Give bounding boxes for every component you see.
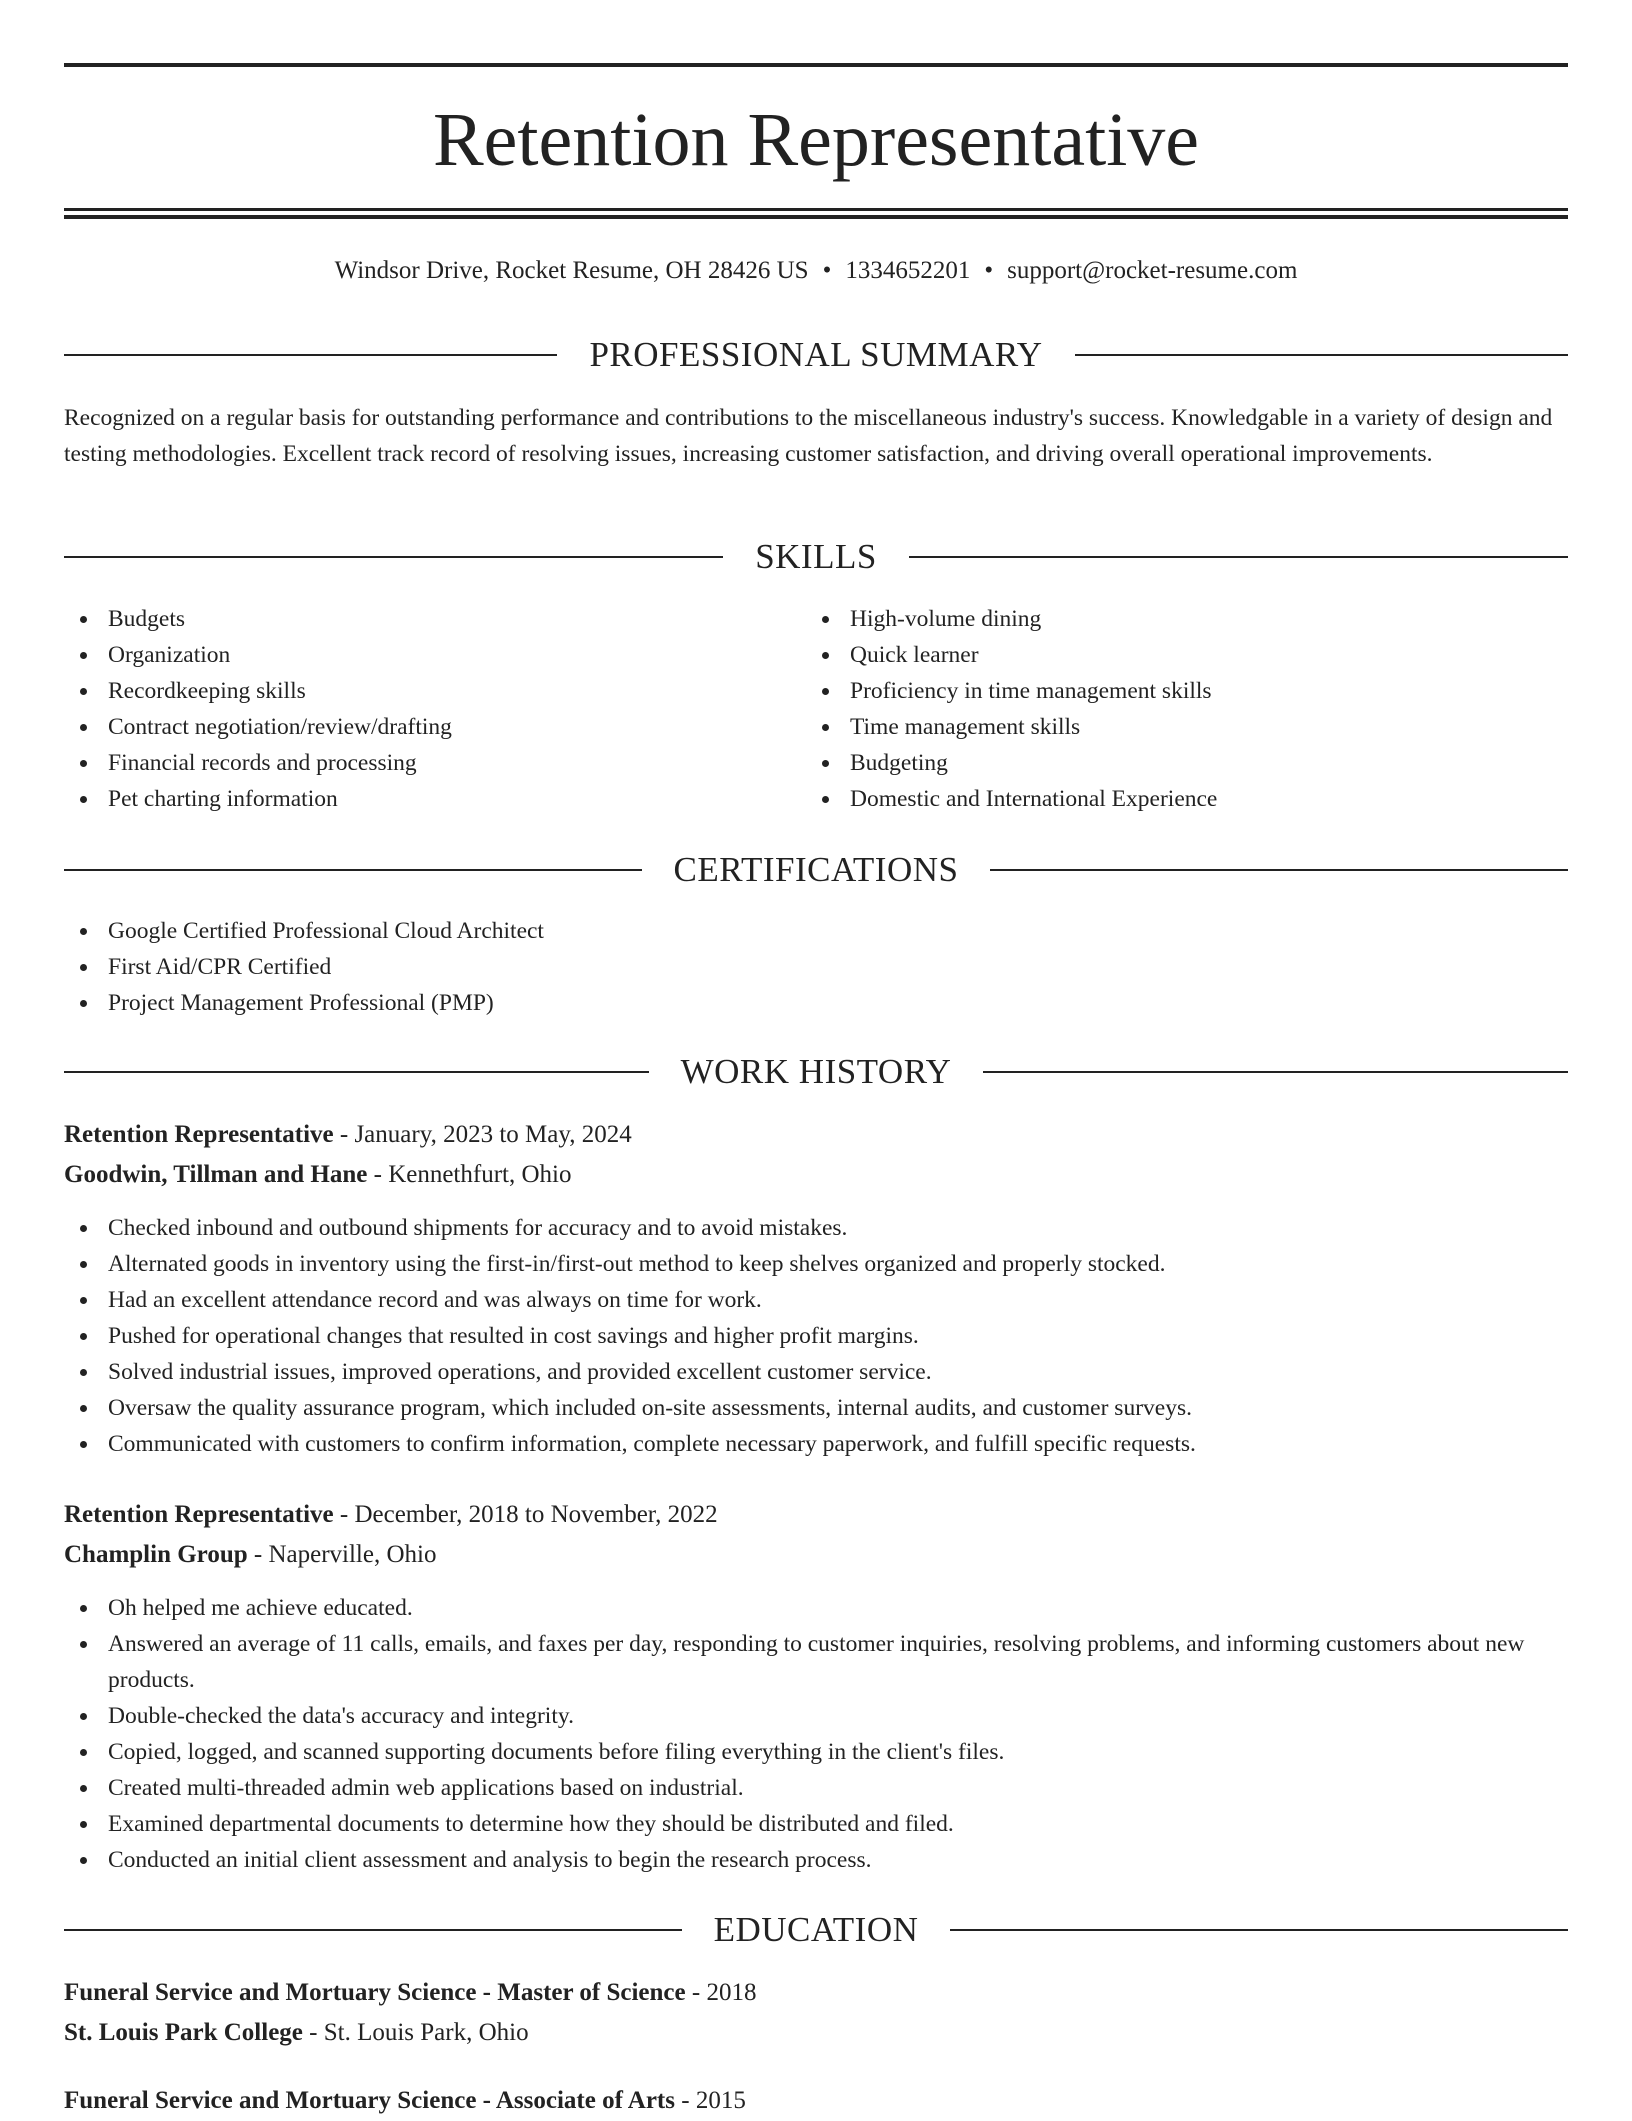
job-company-line	[64, 1155, 1568, 1195]
education-degree: Funeral Service and Mortuary Science - Associate of Arts	[64, 2087, 675, 2114]
heading-rule-left	[64, 869, 642, 871]
joiner: -	[675, 2087, 696, 2114]
job-title: Retention Representative	[64, 1121, 334, 1148]
job-bullet: Answered an average of 11 calls, emails, and faxes per day, responding to customer inquiries, resolving problems, and informing customers about new products.	[64, 1626, 1568, 1698]
certifications-list	[64, 913, 1568, 1021]
skill-item: Pet charting information	[64, 781, 804, 817]
certification-item: Google Certified Professional Cloud Architect	[64, 913, 1568, 949]
header-top-rule	[64, 63, 1568, 67]
job-bullet: Checked inbound and outbound shipments for accuracy and to avoid mistakes.	[64, 1210, 1568, 1246]
skill-item: High-volume dining	[806, 601, 1568, 637]
job-company-line	[64, 1535, 1568, 1575]
joiner: -	[333, 1501, 355, 1528]
job-bullet: Solved industrial issues, improved operations, and provided excellent customer service.	[64, 1354, 1568, 1390]
education-school: St. Louis Park College	[64, 2019, 303, 2046]
job-bullet: Double-checked the data's accuracy and integrity.	[64, 1698, 1568, 1734]
education-location: St. Louis Park, Ohio	[323, 2019, 529, 2046]
skills-column-right	[806, 601, 1568, 817]
header-bottom-rule	[64, 208, 1568, 211]
joiner: -	[333, 1121, 355, 1148]
contact-line	[64, 255, 1568, 287]
skill-item: Time management skills	[806, 709, 1568, 745]
contact-address: Windsor Drive, Rocket Resume, OH 28426 US	[334, 257, 809, 284]
summary-heading-label: PROFESSIONAL SUMMARY	[589, 335, 1043, 374]
education-year: 2018	[706, 1979, 757, 2006]
certifications-heading	[64, 848, 1568, 892]
skill-item: Organization	[64, 637, 804, 673]
job-bullet: Examined departmental documents to determine how they should be distributed and filed.	[64, 1806, 1568, 1842]
skills-column-left	[64, 601, 804, 817]
heading-rule-right	[950, 1929, 1568, 1931]
contact-separator: •	[822, 257, 832, 284]
skill-item: Budgets	[64, 601, 804, 637]
job-location: Kennethfurt, Ohio	[388, 1161, 572, 1188]
skill-item: Recordkeeping skills	[64, 673, 804, 709]
certifications-heading-label: CERTIFICATIONS	[673, 850, 959, 889]
job-bullet: Pushed for operational changes that resulted in cost savings and higher profit margins.	[64, 1318, 1568, 1354]
skill-item: Contract negotiation/review/drafting	[64, 709, 804, 745]
candidate-name: Retention Representative	[432, 98, 1200, 182]
contact-separator: •	[984, 257, 994, 284]
education-year: 2015	[695, 2087, 746, 2114]
job-title: Retention Representative	[64, 1501, 334, 1528]
contact-email: support@rocket-resume.com	[1007, 257, 1298, 284]
heading-rule-right	[990, 869, 1568, 871]
contact-phone: 1334652201	[845, 257, 971, 284]
education-degree: Funeral Service and Mortuary Science - Master of Science	[64, 1979, 686, 2006]
certification-item: Project Management Professional (PMP)	[64, 985, 1568, 1021]
job-bullet: Oversaw the quality assurance program, which included on-site assessments, internal audits, and customer surveys.	[64, 1390, 1568, 1426]
education-heading	[64, 1908, 1568, 1952]
job-dates: January, 2023 to May, 2024	[354, 1121, 632, 1148]
heading-rule-right	[983, 1071, 1568, 1073]
job-dates: December, 2018 to November, 2022	[354, 1501, 718, 1528]
summary-heading	[64, 333, 1568, 377]
job-company: Goodwin, Tillman and Hane	[64, 1161, 368, 1188]
education-degree-line	[64, 2081, 1568, 2121]
skill-item: Quick learner	[806, 637, 1568, 673]
job-title-line	[64, 1495, 1568, 1535]
work-history-heading-label: WORK HISTORY	[680, 1052, 952, 1091]
education-heading-label: EDUCATION	[713, 1910, 919, 1949]
certification-item: First Aid/CPR Certified	[64, 949, 1568, 985]
job-bullet: Created multi-threaded admin web applications based on industrial.	[64, 1770, 1568, 1806]
work-history-heading	[64, 1050, 1568, 1094]
job-bullet: Alternated goods in inventory using the first-in/first-out method to keep shelves organized and properly stocked.	[64, 1246, 1568, 1282]
job-bullets	[64, 1210, 1568, 1462]
joiner: -	[302, 2019, 324, 2046]
job-bullet: Copied, logged, and scanned supporting documents before filing everything in the client's files.	[64, 1734, 1568, 1770]
heading-rule-right	[909, 556, 1568, 558]
job-bullets	[64, 1590, 1568, 1878]
education-school-line	[64, 2013, 1568, 2053]
skill-item: Budgeting	[806, 745, 1568, 781]
heading-rule-left	[64, 1929, 682, 1931]
skills-heading-label: SKILLS	[755, 537, 877, 576]
skill-item: Domestic and International Experience	[806, 781, 1568, 817]
job-location: Naperville, Ohio	[268, 1541, 437, 1568]
joiner: -	[685, 1979, 707, 2006]
job-title-line	[64, 1115, 1568, 1155]
heading-rule-right	[1075, 354, 1568, 356]
heading-rule-left	[64, 1071, 649, 1073]
job-bullet: Conducted an initial client assessment and analysis to begin the research process.	[64, 1842, 1568, 1878]
joiner: -	[247, 1541, 269, 1568]
joiner: -	[367, 1161, 389, 1188]
skill-item: Proficiency in time management skills	[806, 673, 1568, 709]
job-company: Champlin Group	[64, 1541, 248, 1568]
job-bullet: Had an excellent attendance record and was always on time for work.	[64, 1282, 1568, 1318]
job-bullet: Oh helped me achieve educated.	[64, 1590, 1568, 1626]
heading-rule-left	[64, 556, 723, 558]
skill-item: Financial records and processing	[64, 745, 804, 781]
header-bottom-rule-second	[64, 215, 1568, 219]
skills-heading	[64, 535, 1568, 579]
summary-text: Recognized on a regular basis for outstanding performance and contributions to the miscellaneous industry's success. Knowledgable in a variety of design and testing methodologies. Excellent track record of resolving issues, increasing customer satisfaction, and driving overall operational improvements.	[64, 405, 1553, 467]
heading-rule-left	[64, 354, 557, 356]
education-degree-line	[64, 1973, 1568, 2013]
job-bullet: Communicated with customers to confirm information, complete necessary paperwork, and fulfill specific requests.	[64, 1426, 1568, 1462]
